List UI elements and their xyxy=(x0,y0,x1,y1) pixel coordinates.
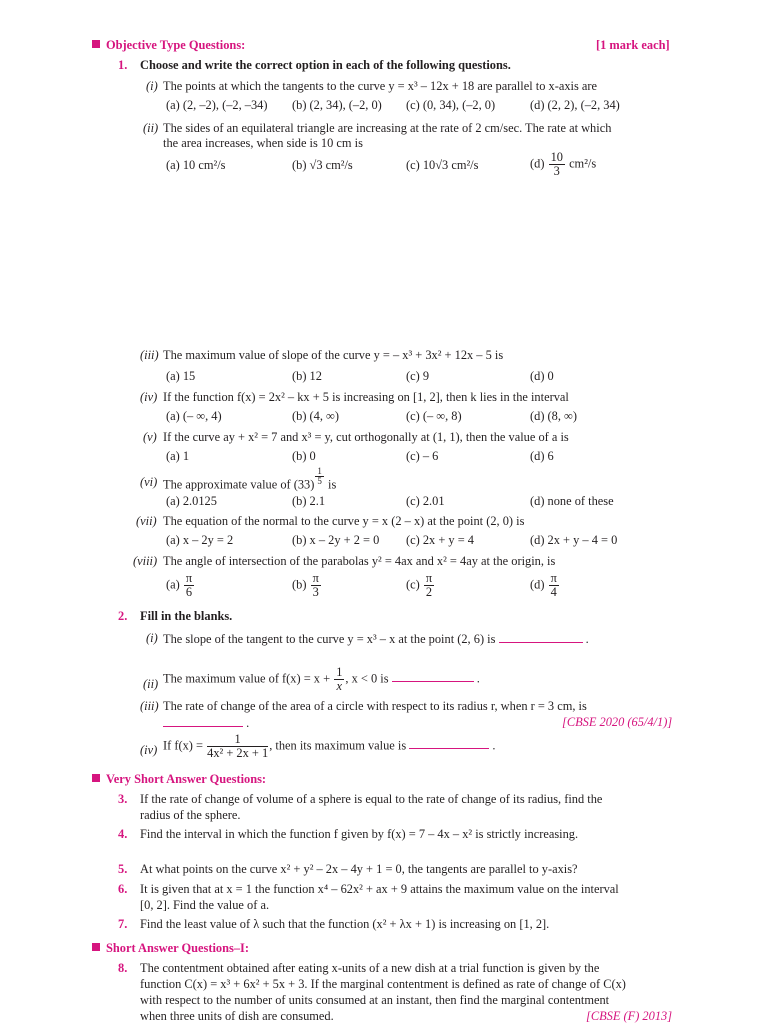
subq-label: (iii) xyxy=(140,348,159,362)
answer-blank[interactable] xyxy=(392,670,474,682)
option-d: (d) (2, 2), (–2, 34) xyxy=(530,98,620,112)
subq-text: If the function f(x) = 2x² – kx + 5 is increasing on [1, 2], then k lies in the interval xyxy=(163,390,569,404)
option-d: (d) $\frac{\pi}{4}$ xyxy=(530,571,557,600)
fraction: $\frac{1}{\text{4x² + 2x + 1}}$ xyxy=(207,732,269,761)
question-number: 5. xyxy=(118,862,128,876)
subq-text: The maximum value of slope of the curve y = – x³ + 3x² + 12x – 5 is xyxy=(163,348,504,362)
option-b: (b) (2, 34), (–2, 0) xyxy=(292,98,382,112)
question-title: Fill in the blanks. xyxy=(140,609,233,623)
option-d: (d) 0 xyxy=(530,369,554,383)
option-d: (d) 6 xyxy=(530,449,554,463)
answer-blank[interactable] xyxy=(409,737,489,749)
question-number: 3. xyxy=(118,792,128,806)
subq-label: (i) xyxy=(146,79,158,93)
option-c: (c) – 6 xyxy=(406,449,439,463)
question-text: Find the interval in which the function f given by f(x) = 7 – 4x – x² is strictly increasing. xyxy=(140,827,579,841)
question-number: 4. xyxy=(118,827,128,841)
subq-label: (vi) xyxy=(140,475,158,489)
option-a: (a) (2, –2), (–2, –34) xyxy=(166,98,268,112)
section-heading-short-answer: Short Answer Questions–I: xyxy=(92,941,249,957)
option-a: (a) x – 2y = 2 xyxy=(166,533,234,547)
square-bullet-icon xyxy=(92,774,100,782)
option-c: (c) 2.01 xyxy=(406,494,445,508)
option-b: (b) √3 cm²/s xyxy=(292,158,353,172)
option-c: (c) (– ∞, 8) xyxy=(406,409,462,423)
option-d: (d) 2x + y – 4 = 0 xyxy=(530,533,618,547)
option-a: (a) 1 xyxy=(166,449,190,463)
square-bullet-icon xyxy=(92,40,100,48)
source-reference: [CBSE (F) 2013] xyxy=(586,1009,673,1023)
option-d: (d) $\frac{10}{3}$ cm²/s xyxy=(530,150,597,179)
question-text-line: function C(x) = x³ + 6x² + 5x + 3. If the marginal contentment is defined as rate of change of C(x) xyxy=(140,977,626,991)
option-c: (c) 9 xyxy=(406,369,430,383)
option-a: (a) $\frac{\pi}{6}$ xyxy=(166,571,193,600)
subq-text: The angle of intersection of the parabolas y² = 4ax and x² = 4ay at the origin, is xyxy=(163,554,556,568)
option-b: (b) 2.1 xyxy=(292,494,326,508)
question-text-line: It is given that at x = 1 the function x⁴ – 62x² + ax + 9 attains the maximum value on the interval xyxy=(140,882,619,896)
question-number: 1. xyxy=(118,58,128,72)
section-heading-objective: Objective Type Questions: xyxy=(92,38,245,54)
marks-label: [1 mark each] xyxy=(596,38,670,52)
blank-line: . xyxy=(163,715,249,732)
option-c: (c) 10√3 cm²/s xyxy=(406,158,479,172)
source-reference: [CBSE 2020 (65/4/1)] xyxy=(562,715,673,729)
subq-label: (ii) xyxy=(143,121,159,135)
blank-question: If f(x) = $\frac{1}{\text{4x² + 2x + 1}}$ , then its maximum value is . xyxy=(163,732,496,761)
question-title: Choose and write the correct option in each of the following questions. xyxy=(140,58,511,72)
subq-text: The points at which the tangents to the curve y = x³ – 12x + 18 are parallel to x-axis are xyxy=(163,79,598,93)
question-text-line: The contentment obtained after eating x-units of a new dish at a trial function is given by the xyxy=(140,961,600,975)
exponent-fraction: $\frac{1}{5}$ xyxy=(317,466,322,487)
subq-label: (ii) xyxy=(143,677,159,691)
question-text-line: with respect to the number of units consumed at an instant, then find the marginal contentment xyxy=(140,993,610,1007)
blank-question: The maximum value of f(x) = x + $\frac{1}{x}$ , x < 0 is . xyxy=(163,665,480,694)
option-b: (b) 0 xyxy=(292,449,316,463)
subq-text: The rate of change of the area of a circle with respect to its radius r, when r = 3 cm, is xyxy=(163,699,587,713)
blank-question: The slope of the tangent to the curve y = x³ – x at the point (2, 6) is . xyxy=(163,632,589,646)
subq-label: (iv) xyxy=(140,390,158,404)
option-a: (a) (– ∞, 4) xyxy=(166,409,222,423)
option-b: (b) 12 xyxy=(292,369,322,383)
question-text-line: when three units of dish are consumed. xyxy=(140,1009,334,1023)
subq-label: (v) xyxy=(143,430,157,444)
question-text-line: If the rate of change of volume of a sphere is equal to the rate of change of its radius, find the xyxy=(140,792,603,806)
option-b: (b) x – 2y + 2 = 0 xyxy=(292,533,380,547)
fraction: $\frac{10}{3}$ xyxy=(550,150,563,179)
subq-label: (vii) xyxy=(136,514,157,528)
option-d: (d) none of these xyxy=(530,494,614,508)
option-c: (c) $\frac{\pi}{2}$ xyxy=(406,571,433,600)
option-a: (a) 2.0125 xyxy=(166,494,217,508)
question-text-line: [0, 2]. Find the value of a. xyxy=(140,898,270,912)
question-number: 7. xyxy=(118,917,128,931)
question-number: 6. xyxy=(118,882,128,896)
question-number: 2. xyxy=(118,609,128,623)
square-bullet-icon xyxy=(92,943,100,951)
subq-text: The approximate value of (33) $\frac{1}{5}$ is xyxy=(163,466,337,492)
option-b: (b) (4, ∞) xyxy=(292,409,340,423)
subq-text-line: The sides of an equilateral triangle are increasing at the rate of 2 cm/sec. The rate at which xyxy=(163,121,612,135)
fraction: $\frac{1}{x}$ xyxy=(336,665,343,694)
subq-text: The equation of the normal to the curve y = x (2 – x) at the point (2, 0) is xyxy=(163,514,525,528)
question-text: At what points on the curve x² + y² – 2x – 4y + 1 = 0, the tangents are parallel to y-axis? xyxy=(140,862,578,876)
subq-text: If the curve ay + x² = 7 and x³ = y, cut orthogonally at (1, 1), then the value of a is xyxy=(163,430,569,444)
option-a: (a) 10 cm²/s xyxy=(166,158,226,172)
section-heading-very-short: Very Short Answer Questions: xyxy=(92,772,266,788)
option-c: (c) (0, 34), (–2, 0) xyxy=(406,98,496,112)
subq-label: (viii) xyxy=(133,554,158,568)
question-text-line: radius of the sphere. xyxy=(140,808,241,822)
subq-label: (i) xyxy=(146,631,158,645)
option-a: (a) 15 xyxy=(166,369,196,383)
subq-text-line: the area increases, when side is 10 cm is xyxy=(163,136,363,150)
answer-blank[interactable] xyxy=(163,715,243,727)
option-c: (c) 2x + y = 4 xyxy=(406,533,474,547)
subq-label: (iii) xyxy=(140,699,159,713)
question-number: 8. xyxy=(118,961,128,975)
option-b: (b) $\frac{\pi}{3}$ xyxy=(292,571,319,600)
answer-blank[interactable] xyxy=(499,631,583,643)
question-text: Find the least value of λ such that the function (x² + λx + 1) is increasing on [1, 2]. xyxy=(140,917,550,931)
option-d: (d) (8, ∞) xyxy=(530,409,578,423)
subq-label: (iv) xyxy=(140,743,158,757)
